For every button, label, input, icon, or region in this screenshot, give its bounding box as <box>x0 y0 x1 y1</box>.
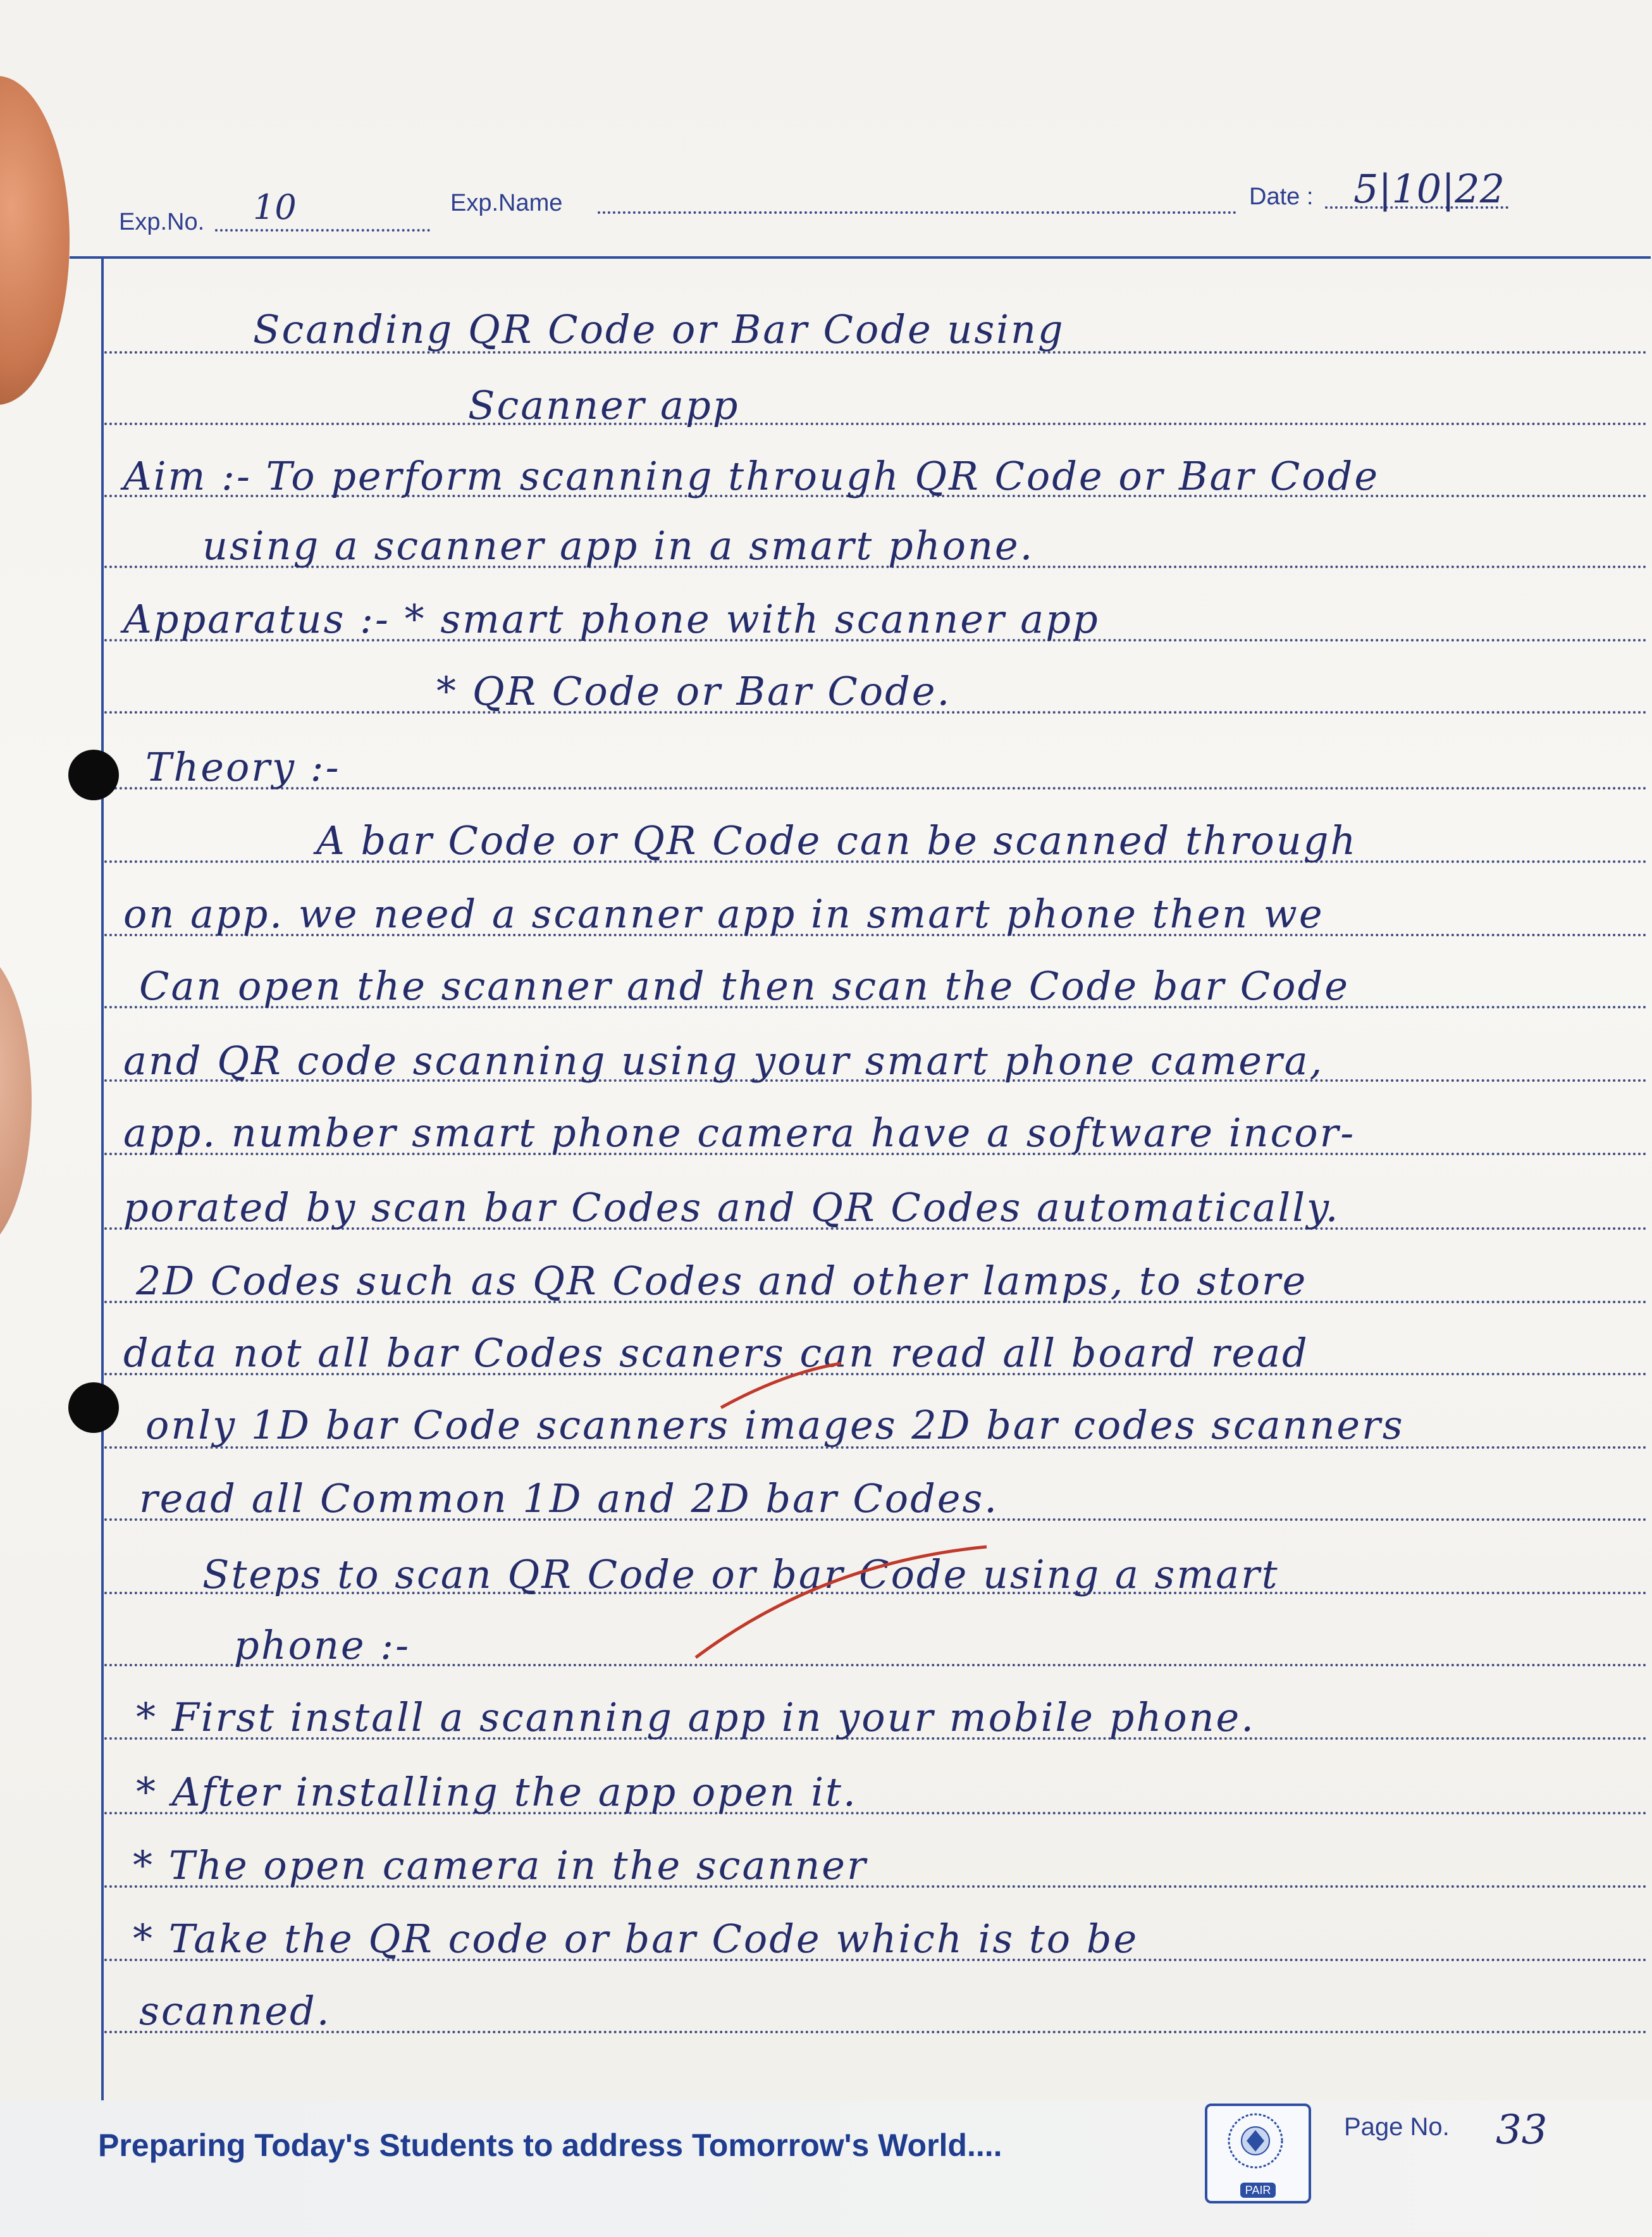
step-4-line-2: scanned. <box>139 1988 331 2034</box>
exp-no-value: 10 <box>253 187 297 227</box>
date-label: Date : <box>1249 183 1314 210</box>
institution-logo <box>1205 2104 1311 2203</box>
punch-hole <box>68 1382 119 1433</box>
ruled-line <box>104 2031 1648 2033</box>
exp-no-label: Exp.No. <box>119 209 205 235</box>
apparatus-line-2: * QR Code or Bar Code. <box>436 668 952 714</box>
theory-line-1: A bar Code or QR Code can be scanned through <box>316 817 1358 864</box>
theory-line-3: Can open the scanner and then scan the Code bar Code <box>139 963 1350 1009</box>
theory-line-4: and QR code scanning using your smart phone camera, <box>123 1038 1324 1084</box>
step-4-line-1: * Take the QR code or bar Code which is to be <box>133 1916 1139 1962</box>
theory-line-10: read all Common 1D and 2D bar Codes. <box>139 1475 999 1521</box>
title-line-2: Scanner app <box>468 382 740 428</box>
punch-hole <box>68 750 119 800</box>
logo-text: PAIR <box>1240 2183 1276 2198</box>
theory-line-5: app. number smart phone camera have a software incor- <box>123 1110 1356 1156</box>
apparatus-line-1: Apparatus :- * smart phone with scanner app <box>123 596 1100 642</box>
steps-heading-line-2: phone :- <box>234 1622 411 1668</box>
exp-no-dotted-line <box>215 229 430 232</box>
theory-line-7: 2D Codes such as QR Codes and other lamps, to store <box>136 1258 1308 1304</box>
date-value: 5|10|22 <box>1353 166 1505 212</box>
theory-line-8: data not all bar Codes scaners can read all board read <box>123 1330 1309 1376</box>
page-no-label: Page No. <box>1344 2113 1450 2141</box>
footer-tagline: Preparing Today's Students to address Tomorrow's World.... <box>98 2128 1002 2163</box>
theory-line-6: porated by scan bar Codes and QR Codes automatically. <box>123 1184 1340 1230</box>
steps-heading-line-1: Steps to scan QR Code or bar Code using a smart <box>202 1551 1279 1597</box>
margin-line <box>101 256 104 2110</box>
step-1: * First install a scanning app in your mobile phone. <box>136 1694 1255 1740</box>
step-2: * After installing the app open it. <box>136 1769 858 1815</box>
theory-heading: Theory :- <box>145 744 341 790</box>
theory-line-9: only 1D bar Code scanners images 2D bar codes scanners <box>145 1402 1405 1448</box>
header-rule <box>70 256 1651 259</box>
exp-name-dotted-line <box>598 211 1236 214</box>
exp-name-label: Exp.Name <box>450 190 563 216</box>
title-line-1: Scanding QR Code or Bar Code using <box>253 306 1065 352</box>
theory-line-2: on app. we need a scanner app in smart phone then we <box>123 891 1324 937</box>
aim-line-1: Aim :- To perform scanning through QR Code or Bar Code <box>123 453 1380 499</box>
aim-line-2: using a scanner app in a smart phone. <box>202 523 1035 569</box>
step-3: * The open camera in the scanner <box>133 1842 868 1888</box>
thumb <box>0 76 70 405</box>
page-no-value: 33 <box>1496 2107 1548 2153</box>
emblem-icon <box>1207 2106 1304 2176</box>
thumb <box>0 949 32 1253</box>
